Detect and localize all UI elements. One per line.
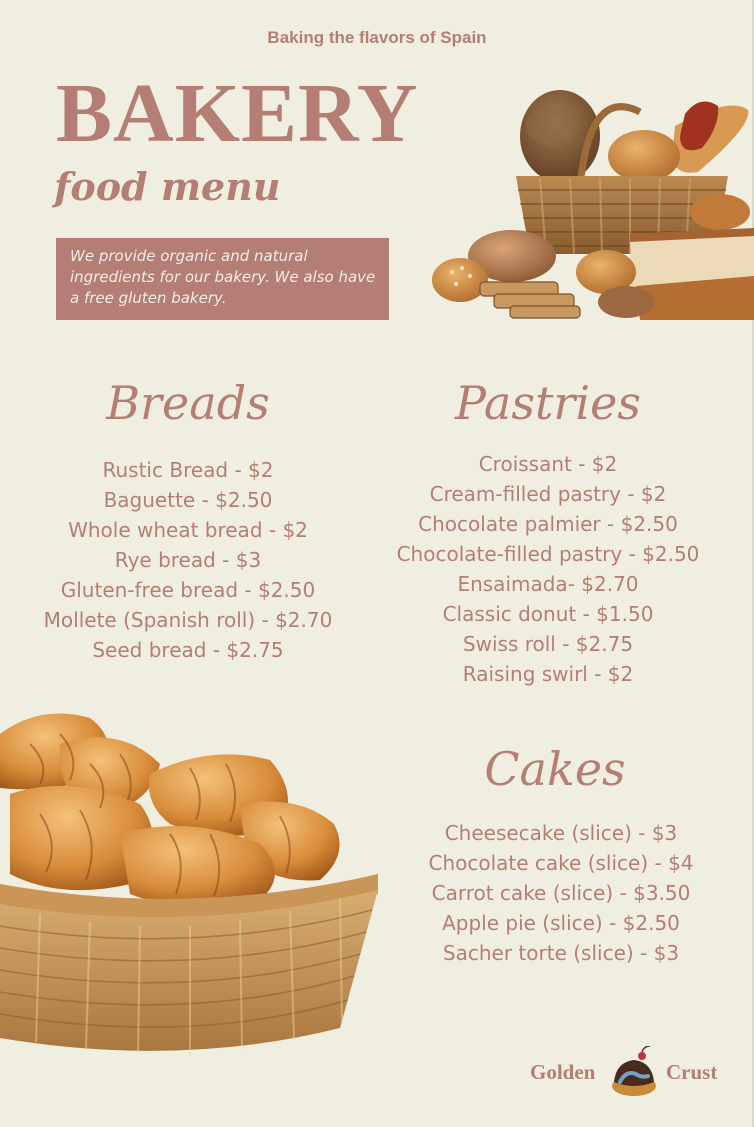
list-item: Chocolate cake (slice) - $4 [428, 851, 694, 875]
intro-box [56, 238, 389, 320]
cakes-list [400, 818, 722, 968]
cupcake-icon [606, 1046, 662, 1098]
list-item: Ensaimada- $2.70 [457, 572, 639, 596]
breads-heading: Breads [106, 376, 270, 430]
logo-word-right: Crust [666, 1060, 718, 1084]
list-item: Mollete (Spanish roll) - $2.70 [43, 608, 333, 632]
pastries-list [372, 449, 724, 689]
cakes-heading: Cakes [484, 742, 626, 796]
list-item: Baguette - $2.50 [103, 488, 273, 512]
list-item: Raising swirl - $2 [462, 662, 634, 686]
list-item: Classic donut - $1.50 [442, 602, 654, 626]
list-item: Cheesecake (slice) - $3 [444, 821, 678, 845]
list-item: Whole wheat bread - $2 [68, 518, 308, 542]
pastries-heading: Pastries [455, 376, 641, 430]
page-title: BAKERY [56, 67, 419, 160]
list-item: Gluten-free bread - $2.50 [60, 578, 316, 602]
list-item: Carrot cake (slice) - $3.50 [431, 881, 691, 905]
logo-word-left: Golden [530, 1060, 596, 1084]
list-item: Chocolate-filled pastry - $2.50 [396, 542, 700, 566]
croissant-basket-image [0, 704, 382, 1068]
bread-basket-image [430, 86, 754, 322]
tagline: Baking the flavors of Spain [267, 28, 487, 47]
list-item: Cream-filled pastry - $2 [429, 482, 667, 506]
list-item: Sacher torte (slice) - $3 [442, 941, 680, 965]
intro-text: We provide organic and natural ingredients for our bakery. We also have a free gluten bakery. [70, 247, 376, 307]
list-item: Chocolate palmier - $2.50 [418, 512, 678, 536]
brand-logo [530, 1046, 726, 1098]
list-item: Rustic Bread - $2 [102, 458, 274, 482]
list-item: Swiss roll - $2.75 [462, 632, 634, 656]
list-item: Apple pie (slice) - $2.50 [442, 911, 680, 935]
list-item: Seed bread - $2.75 [92, 638, 284, 662]
list-item: Croissant - $2 [478, 452, 618, 476]
breads-list [20, 455, 356, 665]
list-item: Rye bread - $3 [114, 548, 262, 572]
page-subtitle: food menu [54, 164, 281, 209]
